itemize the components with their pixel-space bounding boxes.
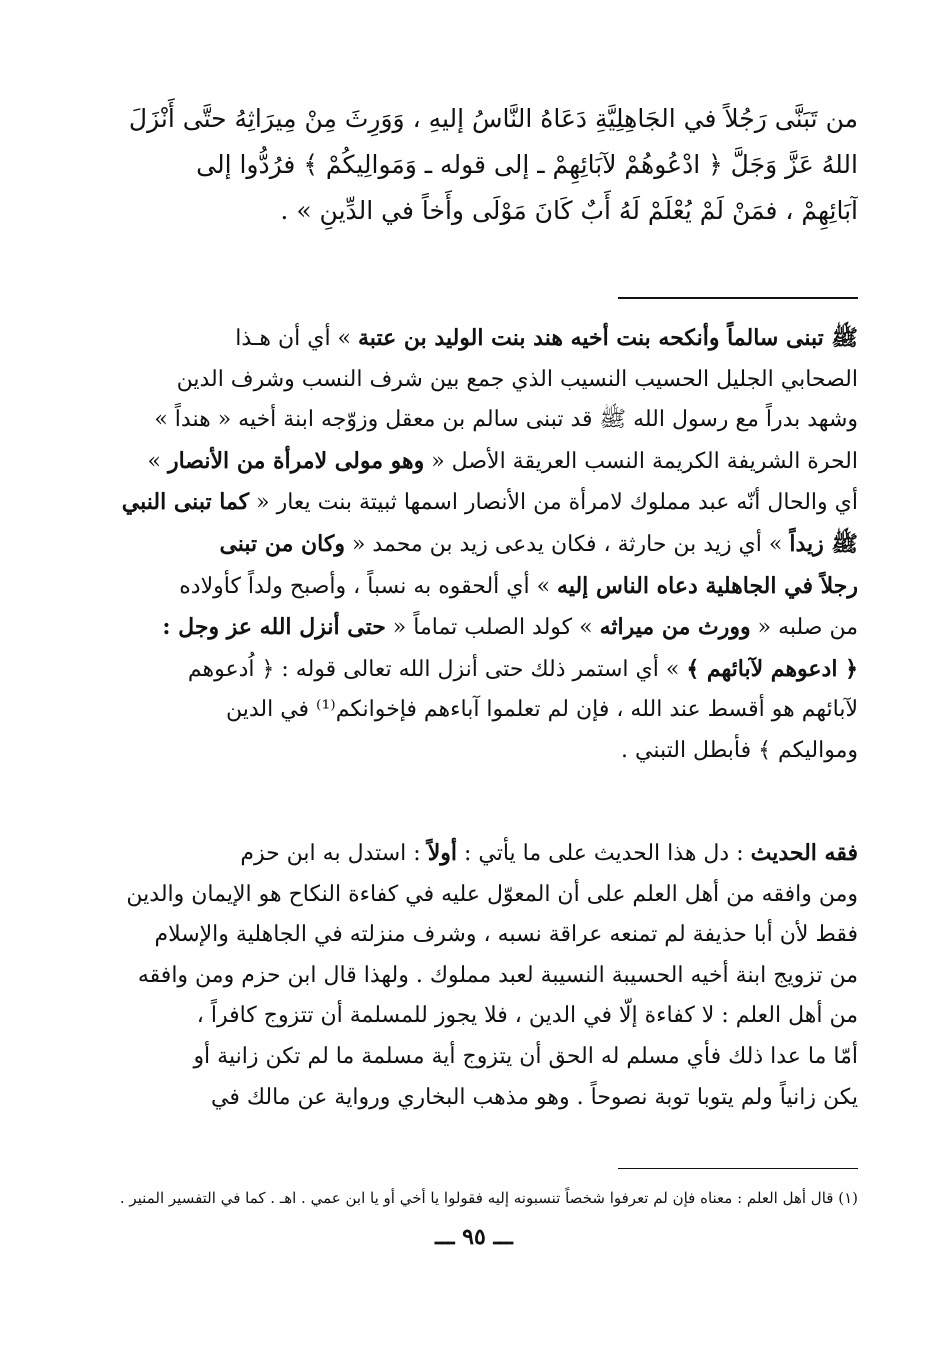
commentary-line [98, 649, 858, 691]
hadith-text [98, 96, 858, 234]
text-run: من صلبه « [750, 615, 858, 641]
section-divider [618, 297, 858, 299]
commentary-line [98, 731, 858, 772]
text-run: يكن زانياً ولم يتوبا توبة نصوحاً . وهو مذهب البخاري ورواية عن مالك في [210, 1084, 858, 1110]
text-run: الحرة الشريفة الكريمة النسب العريقة الأصل « [424, 448, 858, 474]
text-run: أمّا ما عدا ذلك فأي مسلم له الحق أن يتزوج أية مسلمة ما لم تكن زانية أو [193, 1043, 858, 1069]
text-run: » أي ألحقوه به نسباً ، وأصبح ولداً كأولاده [179, 573, 558, 599]
bold-phrase: رجلاً في الجاهلية دعاه الناس إليه [557, 572, 858, 599]
text-run: » أي أن هـذا [235, 326, 359, 351]
text-run: » [147, 448, 168, 474]
bold-phrase: كما تبنى النبي [121, 489, 250, 516]
commentary-text [98, 318, 858, 772]
text-run: » كولد الصلب تماماً « [385, 615, 600, 641]
hadith-line: اللهُ عَزَّ وَجَلَّ ﴿ ادْعُوهُمْ لآبَائِهِمْ ـ إلى قوله ـ وَمَوالِيكُمْ ﴾ فرُدُّوا إلى [196, 150, 858, 179]
commentary-line [98, 400, 858, 441]
commentary-line [98, 318, 858, 360]
commentary-line [98, 524, 858, 566]
text-run: أي والحال أنّه عبد مملوك لامرأة من الأنصار اسمها ثبيتة بنت يعار « [249, 490, 858, 516]
text-run: وشهد بدراً مع رسول الله ﷺ قد تبنى سالم بن معقل وزوّجه ابنة أخيه « هنداً » [154, 407, 858, 433]
bold-phrase: فقه الحديث [750, 840, 858, 866]
text-run: : استدل به ابن حزم [240, 841, 428, 866]
bold-phrase: ﷺ زيداً [789, 530, 858, 557]
text-run: ومن وافقه من أهل العلم على أن المعوّل عليه في كفاءة النكاح هو الإيمان والدين [126, 881, 858, 907]
fiqh-line [98, 1037, 858, 1078]
hadith-line: آبَائِهِمْ ، فمَنْ لَمْ يُعْلَمْ لَهُ أَبٌ كَانَ مَوْلَى وأَخاً في الدِّينِ » . [280, 196, 858, 225]
bold-phrase: حتى أنزل الله عز وجل : [162, 614, 386, 641]
bold-phrase: وهو مولى لامرأة من الأنصار [167, 447, 425, 474]
commentary-line [98, 441, 858, 483]
text-run: ومواليكم ﴾ فأبطل التبني . [621, 737, 858, 763]
fiqh-line [98, 1078, 858, 1119]
commentary-line [98, 566, 858, 608]
text-run: من تزويج ابنة أخيه الحسيبة النسيبة لعبد مملوك . ولهذا قال ابن حزم ومن وافقه [137, 962, 858, 988]
bold-phrase: ﷺ تبنى سالماً وأنكحه بنت أخيه هند بنت الوليد بن عتبة [358, 325, 858, 351]
text-run: » أي استمر ذلك حتى أنزل الله تعالى قوله : ﴿ اُدعوهم [187, 656, 687, 682]
bold-phrase: أولاً [427, 840, 457, 866]
text-run: الصحابي الجليل الحسيب النسيب الذي جمع بين شرف النسب وشرف الدين [176, 366, 858, 392]
footnote-divider [618, 1168, 858, 1169]
text-run: لآبائهم هو أقسط عند الله ، فإن لم تعلموا آباءهم فإخوانكم⁽¹⁾ في الدين [225, 697, 858, 723]
text-run: » أي زيد بن حارثة ، فكان يدعى زيد بن محمد « [344, 531, 790, 557]
text-run: فقط لأن أبا حذيفة لم تمنعه عراقة نسبه ، وشرف منزلته في الجاهلية والإسلام [154, 922, 858, 948]
commentary-line [98, 690, 858, 731]
fiqh-line [98, 833, 858, 875]
fiqh-line [98, 956, 858, 997]
text-run: من أهل العلم : لا كفاءة إلّا في الدين ، فلا يجوز للمسلمة أن تتزوج كافراً ، [196, 1003, 858, 1029]
fiqh-line [98, 996, 858, 1037]
bold-phrase: ﴿ ادعوهم لآبائهم ﴾ [686, 655, 858, 682]
footnote: (١) قال أهل العلم : معناه فإن لم تعرفوا شخصاً تنسبونه إليه فقولوا يا أخي أو يا ابن عمي . اهـ . كما في التفسير المنير . [119, 1189, 858, 1207]
text-run: : دل هذا الحديث على ما يأتي : [456, 841, 751, 866]
commentary-line [98, 360, 858, 401]
hadith-line: من تَبَنَّى رَجُلاً في الجَاهِلِيَّةِ دَعَاهُ النَّاسُ إليهِ ، وَوَرِثَ مِنْ مِيرَاثِهُ حتَّى أَنْزَلَ [128, 104, 858, 133]
commentary-line [98, 482, 858, 524]
fiqh-line [98, 875, 858, 916]
commentary-line [98, 607, 858, 649]
bold-phrase: وكان من تبنى [219, 530, 345, 557]
fiqh-section [98, 833, 858, 1118]
fiqh-line [98, 915, 858, 956]
page-number: ـــ ٩٥ ـــ [435, 1224, 513, 1250]
bold-phrase: وورث من ميراثه [599, 614, 751, 641]
